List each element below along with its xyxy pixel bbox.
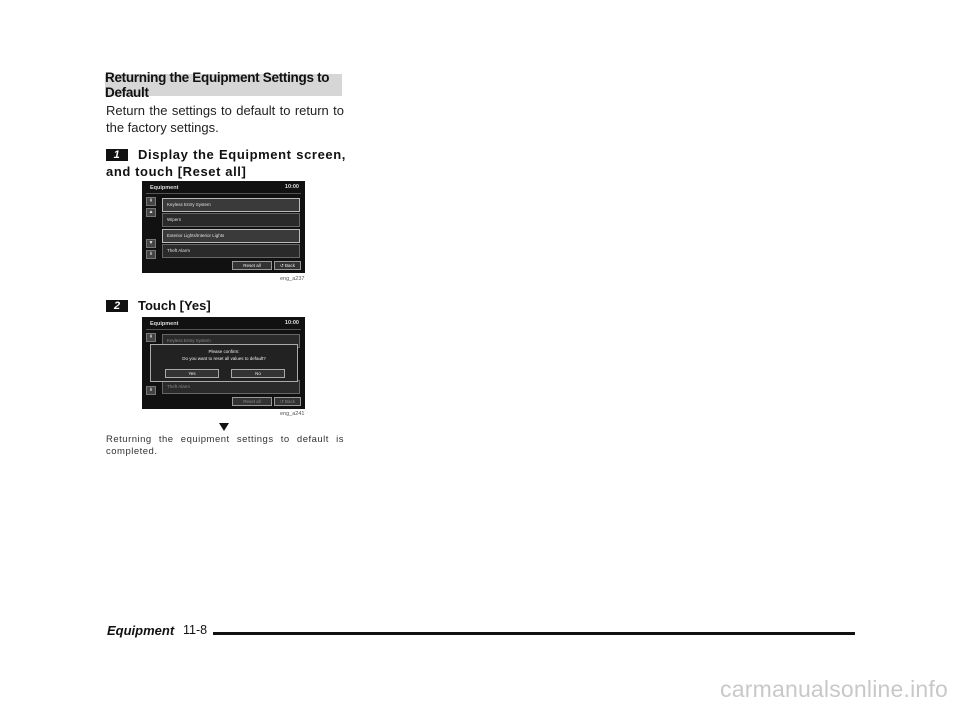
menu-item-wipers: Wipers <box>162 213 300 227</box>
arrow-down-icon <box>219 423 229 431</box>
scroll-bottom-icon: ⇟ <box>146 250 156 259</box>
result-text: Returning the equipment settings to default is completed. <box>106 434 344 457</box>
back-icon: ↺ <box>279 399 285 404</box>
footer-rule <box>213 632 855 635</box>
scroll-bottom-icon: ⇟ <box>146 386 156 395</box>
menu-item-keyless: Keyless Entry System <box>162 334 300 348</box>
screen-divider <box>146 193 301 194</box>
section-title: Returning the Equipment Settings to Default <box>105 74 342 96</box>
step-number: 1 <box>106 149 128 161</box>
watermark: carmanualsonline.info <box>720 676 948 702</box>
back-button: ↺ Back <box>274 397 301 406</box>
reset-all-button: Reset all <box>232 261 272 270</box>
figure-caption: eng_a237 <box>280 276 305 282</box>
reset-all-button: Reset all <box>232 397 272 406</box>
menu-item-theft-alarm: Theft Alarm <box>162 244 300 258</box>
screen-clock: 10:00 <box>284 320 299 326</box>
yes-button: Yes <box>165 369 219 378</box>
step-text: Touch [Yes] <box>138 298 211 313</box>
screen-title: Equipment <box>150 185 179 191</box>
footer-section-label: Equipment <box>107 623 175 638</box>
dialog-heading: Please confirm: <box>208 349 240 354</box>
dialog-message: Do you want to reset all values to default? <box>182 356 266 361</box>
menu-item-keyless: Keyless Entry System <box>162 198 300 212</box>
step-1 <box>106 146 346 180</box>
screen-title: Equipment <box>150 321 179 327</box>
page-number: 11-8 <box>183 623 208 637</box>
confirm-screen-image <box>142 317 305 409</box>
scroll-top-icon: ⇞ <box>146 333 156 342</box>
scroll-down-icon: ▼ <box>146 239 156 248</box>
back-button: ↺ Back <box>274 261 301 270</box>
step-text: Display the Equipment screen, and touch [Reset all] <box>106 147 346 179</box>
scroll-top-icon: ⇞ <box>146 197 156 206</box>
confirm-dialog <box>150 344 298 382</box>
figure-caption: eng_a241 <box>280 411 305 417</box>
equipment-screen-image <box>142 181 305 273</box>
menu-item-lights: Exterior Lights/Interior Lights <box>162 229 300 243</box>
step-number: 2 <box>106 300 128 312</box>
scroll-up-icon: ▲ <box>146 208 156 217</box>
intro-text: Return the settings to default to return to the factory settings. <box>106 103 344 135</box>
menu-item-theft-alarm: Theft Alarm <box>162 380 300 394</box>
screen-divider <box>146 329 301 330</box>
screen-clock: 10:00 <box>284 184 299 190</box>
step-2 <box>106 297 346 314</box>
no-button: No <box>231 369 285 378</box>
back-icon: ↺ <box>279 263 285 268</box>
